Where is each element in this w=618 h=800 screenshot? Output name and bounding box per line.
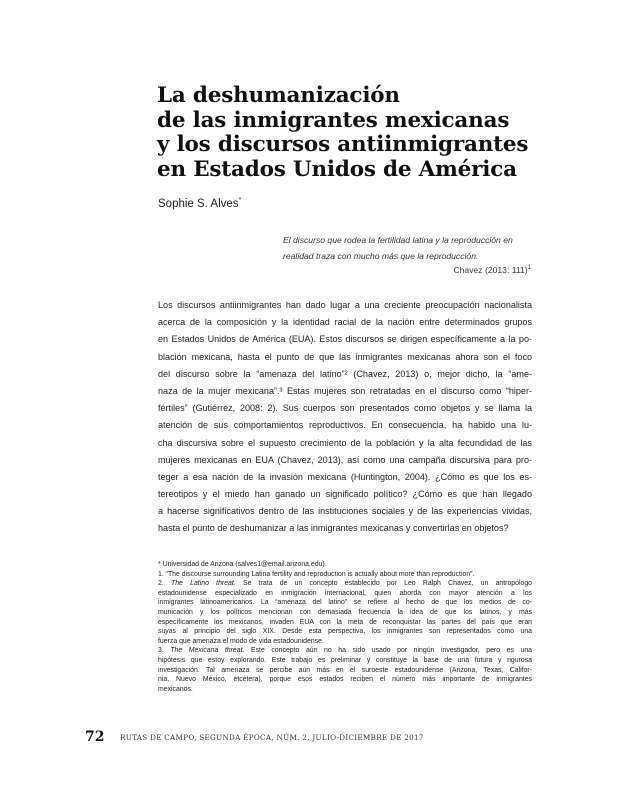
footnote-3-term: The Mexicana threat. [170, 647, 245, 655]
title-line: en Estados Unidos de América [157, 156, 517, 182]
title-line: de las inmigrantes mexicanas [157, 107, 510, 133]
footnote-line: inmigrantes latinoamericanos. La “amenaza del latino” se refiere al hecho de que los medios de co- [158, 599, 532, 607]
footnote-3-first-line [158, 646, 532, 656]
footnote-line: fuerza que amenaza el modo de vida estadounidense. [158, 637, 324, 645]
body-line: acerca de la composición y la identidad racial de la nación entre determinados grupos [158, 317, 532, 328]
footnote-3-text: Este concepto aún no ha sido usado por ningún investigador, pero es una [251, 647, 532, 655]
author-footnote-mark: * [238, 197, 242, 205]
title-line: y los discursos antiinmigrantes [157, 132, 529, 157]
body-line: blación mexicana, hasta el punto de que las inmigrantes mexicanas ahora son el foco [158, 351, 532, 362]
body-line: tereotipos y el miedo han ganado un significado político? ¿Cómo es que han llegado [158, 489, 532, 500]
body-paragraph [158, 297, 532, 538]
footnotes [158, 560, 532, 694]
footnote-2-text: Se trata de un concepto establecido por Leo Ralph Chavez, un antropólogo [242, 580, 532, 588]
body-line: mujeres mexicanas en EUA (Chavez, 2013), así como una campaña discursiva para pro- [158, 454, 532, 465]
footnote-line: hipótesis que estoy explorando. Este trabajo es preliminar y constituye la base de una futura y rigurosa [158, 656, 532, 664]
epigraph-line: realidad traza con mucho más que la reproducción. [283, 251, 479, 261]
body-line: atención de sus comportamientos reproductivos. En consecuencia, ha habido una lu- [158, 420, 532, 431]
body-line: Los discursos antiinmigrantes han dado lugar a una creciente preocupación nacionalista [158, 300, 532, 310]
body-line: del discurso sobre la “amenaza del latino”² (Chavez, 2013) o, mejor dicho, la “ame- [158, 368, 532, 379]
body-line: hasta el punto de deshumanizar a las inmigrantes mexicanas y convertirlas en objetos? [158, 523, 509, 534]
footnote-line: nia, Nuevo México, etcétera), porque esos estados reciben el número más importante de inmigrantes [158, 676, 532, 684]
running-footer: RUTAS DE CAMPO, SEGUNDA ÉPOCA, NÚM. 2, JULIO-DICIEMBRE DE 2017 [120, 733, 424, 742]
footnote-2-first-line [158, 579, 532, 589]
author-text: Sophie S. Alves [158, 198, 239, 210]
body-line: teger a esa nación de la invasión mexicana (Huntington, 2004). ¿Cómo es que los es- [158, 471, 532, 482]
body-line: naza de la mujer mexicana”.³ Estas mujeres son retratadas en el discurso como “hiper- [158, 385, 532, 396]
body-line: en Estados Unidos de América (EUA). Estos discursos se dirigen específicamente a la po- [158, 334, 532, 345]
footnote-affiliation: * Universidad de Arizona (salves1@email.arizona.edu). [158, 561, 327, 568]
title-line: La deshumanización [157, 83, 400, 108]
body-line: a hacerse significativos dentro de las instituciones sociales y de las experiencias vividas, [158, 506, 532, 517]
epigraph-footnote-mark: 1 [527, 265, 531, 272]
epigraph-line: El discurso que rodea la fertilidad latina y la reproducción en [283, 235, 513, 245]
footnote-line: municación y los políticos mencionan con demasiada frecuencia la idea de que los latinos, y más [158, 608, 532, 616]
footnote-line: específicamente los mexicanos, invaden EUA con la meta de reconquistar las partes del país que eran [158, 618, 532, 626]
article-title [157, 84, 557, 182]
epigraph [283, 232, 531, 264]
footnote-2-term: The Latino threat. [171, 580, 236, 588]
epigraph-source-text: Chavez (2013: 111) [453, 265, 528, 275]
footnote-1: 1. “The discourse surrounding Latina fertility and reproduction is actually about more than reproduction”. [158, 570, 475, 578]
footnote-line: investigación. Tal amenaza se percibe aún más en el suroeste estadounidense (Arizona, Texas, Califor- [158, 666, 532, 674]
footnote-line: estadounidense especializado en inmigración internacional, quien aborda con mayor atención a los [158, 589, 532, 597]
author-name [158, 198, 241, 210]
epigraph-source [283, 265, 531, 275]
footnote-line: suyas al principio del siglo XIX. Desde esta perspectiva, los inmigrantes son representados como una [158, 628, 532, 636]
page-number: 72 [85, 729, 105, 745]
footnote-line: mexicanos. [158, 685, 193, 693]
body-line: fértiles” (Gutiérrez, 2008: 2). Sus cuerpos son presentados como objetos y se llama la [158, 403, 532, 414]
footnote-3-number: 3. [158, 647, 164, 655]
body-line: cha discursiva sobre el supuesto crecimiento de la población y la alta fecundidad de las [158, 437, 532, 448]
footnote-2-number: 2. [158, 580, 164, 588]
